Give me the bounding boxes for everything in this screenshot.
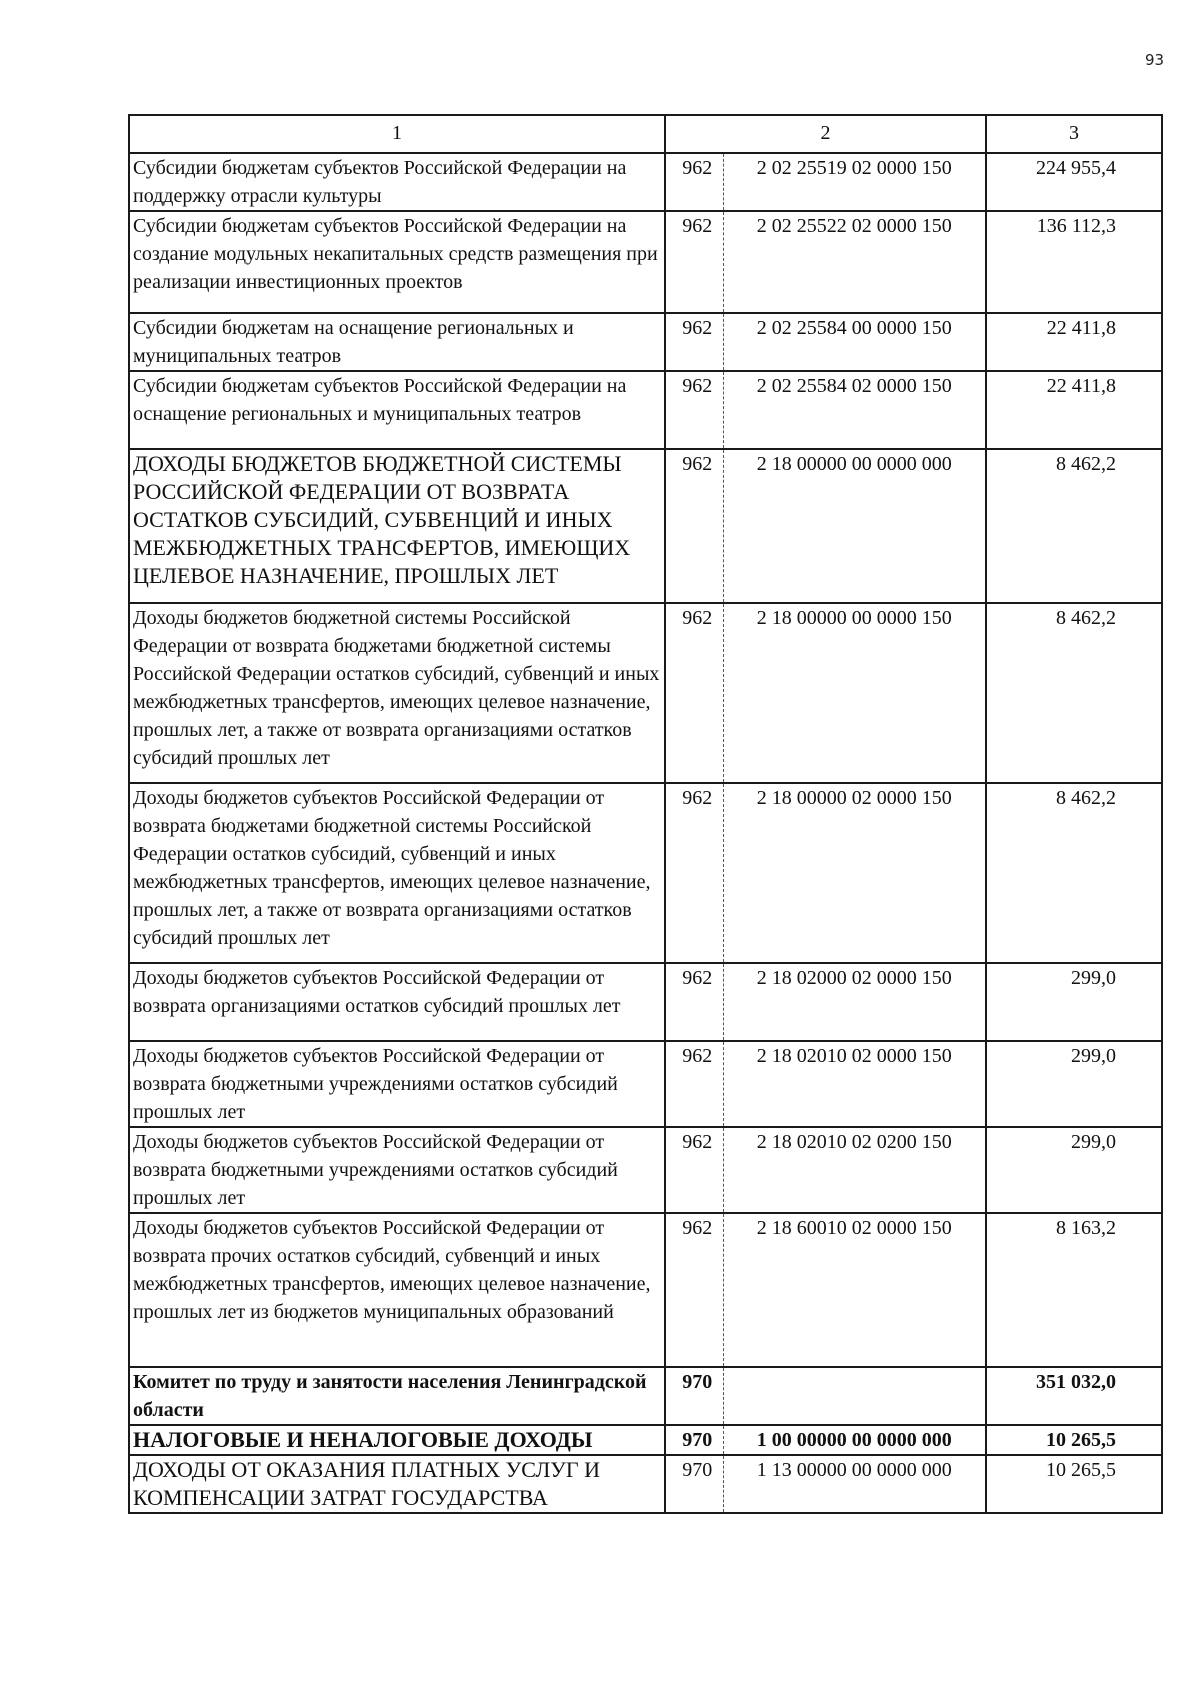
table-row bbox=[129, 1367, 1162, 1425]
row-admin-code: 970 bbox=[665, 1455, 723, 1513]
row-amount: 299,0 bbox=[986, 1127, 1162, 1213]
row-classification-code: 2 18 60010 02 0000 150 bbox=[723, 1213, 986, 1367]
row-name: Доходы бюджетов субъектов Российской Федерации от возврата организациями остатков субсидий прошлых лет bbox=[129, 963, 665, 1041]
row-amount: 8 163,2 bbox=[986, 1213, 1162, 1367]
row-amount: 299,0 bbox=[986, 963, 1162, 1041]
table-row bbox=[129, 1213, 1162, 1367]
row-name: Доходы бюджетов субъектов Российской Федерации от возврата бюджетами бюджетной системы Российской Федерации остатков субсидий, субвенций и иных межбюджетных трансфертов, имеющих целевое назначение, прошлых лет, а также от возврата организациями остатков субсидий прошлых лет bbox=[129, 783, 665, 963]
row-classification-code bbox=[723, 1367, 986, 1425]
column-header-2: 2 bbox=[665, 115, 986, 153]
row-amount: 224 955,4 bbox=[986, 153, 1162, 211]
row-admin-code: 970 bbox=[665, 1367, 723, 1425]
table-row bbox=[129, 1127, 1162, 1213]
row-classification-code: 2 18 02000 02 0000 150 bbox=[723, 963, 986, 1041]
column-header-1: 1 bbox=[129, 115, 665, 153]
row-classification-code: 2 02 25522 02 0000 150 bbox=[723, 211, 986, 313]
table-row bbox=[129, 211, 1162, 313]
table-row bbox=[129, 603, 1162, 783]
row-admin-code: 962 bbox=[665, 783, 723, 963]
row-amount: 10 265,5 bbox=[986, 1425, 1162, 1455]
table-row bbox=[129, 1425, 1162, 1455]
table-row bbox=[129, 1041, 1162, 1127]
row-classification-code: 2 02 25584 02 0000 150 bbox=[723, 371, 986, 449]
row-amount: 22 411,8 bbox=[986, 313, 1162, 371]
row-name: Субсидии бюджетам субъектов Российской Федерации на поддержку отрасли культуры bbox=[129, 153, 665, 211]
column-header-3: 3 bbox=[986, 115, 1162, 153]
row-amount: 8 462,2 bbox=[986, 603, 1162, 783]
row-admin-code: 970 bbox=[665, 1425, 723, 1455]
row-name: Субсидии бюджетам субъектов Российской Федерации на оснащение региональных и муниципальных театров bbox=[129, 371, 665, 449]
row-classification-code: 2 02 25519 02 0000 150 bbox=[723, 153, 986, 211]
row-amount: 299,0 bbox=[986, 1041, 1162, 1127]
row-amount: 10 265,5 bbox=[986, 1455, 1162, 1513]
row-classification-code: 1 13 00000 00 0000 000 bbox=[723, 1455, 986, 1513]
row-amount: 351 032,0 bbox=[986, 1367, 1162, 1425]
row-amount: 8 462,2 bbox=[986, 449, 1162, 603]
row-amount: 136 112,3 bbox=[986, 211, 1162, 313]
row-admin-code: 962 bbox=[665, 153, 723, 211]
row-classification-code: 2 18 00000 02 0000 150 bbox=[723, 783, 986, 963]
row-name: ДОХОДЫ БЮДЖЕТОВ БЮДЖЕТНОЙ СИСТЕМЫ РОССИЙСКОЙ ФЕДЕРАЦИИ ОТ ВОЗВРАТА ОСТАТКОВ СУБСИДИЙ, СУБВЕНЦИЙ И ИНЫХ МЕЖБЮДЖЕТНЫХ ТРАНСФЕРТОВ, ИМЕЮЩИХ ЦЕЛЕВОЕ НАЗНАЧЕНИЕ, ПРОШЛЫХ ЛЕТ bbox=[129, 449, 665, 603]
row-admin-code: 962 bbox=[665, 371, 723, 449]
row-name: НАЛОГОВЫЕ И НЕНАЛОГОВЫЕ ДОХОДЫ bbox=[129, 1425, 665, 1455]
row-amount: 22 411,8 bbox=[986, 371, 1162, 449]
row-classification-code: 2 18 00000 00 0000 000 bbox=[723, 449, 986, 603]
row-admin-code: 962 bbox=[665, 963, 723, 1041]
table-header-row bbox=[129, 115, 1162, 153]
table-row bbox=[129, 449, 1162, 603]
row-name: Субсидии бюджетам на оснащение региональных и муниципальных театров bbox=[129, 313, 665, 371]
revenue-table bbox=[128, 114, 1163, 1514]
row-admin-code: 962 bbox=[665, 1213, 723, 1367]
row-admin-code: 962 bbox=[665, 449, 723, 603]
row-classification-code: 2 18 02010 02 0200 150 bbox=[723, 1127, 986, 1213]
row-classification-code: 1 00 00000 00 0000 000 bbox=[723, 1425, 986, 1455]
row-name: Доходы бюджетов субъектов Российской Федерации от возврата бюджетными учреждениями остатков субсидий прошлых лет bbox=[129, 1041, 665, 1127]
table-row bbox=[129, 1455, 1162, 1513]
table-row bbox=[129, 313, 1162, 371]
row-classification-code: 2 18 00000 00 0000 150 bbox=[723, 603, 986, 783]
row-admin-code: 962 bbox=[665, 211, 723, 313]
row-classification-code: 2 02 25584 00 0000 150 bbox=[723, 313, 986, 371]
row-classification-code: 2 18 02010 02 0000 150 bbox=[723, 1041, 986, 1127]
row-name: Доходы бюджетов субъектов Российской Федерации от возврата прочих остатков субсидий, субвенций и иных межбюджетных трансфертов, имеющих целевое назначение, прошлых лет из бюджетов муниципальных образований bbox=[129, 1213, 665, 1367]
row-name: Доходы бюджетов бюджетной системы Российской Федерации от возврата бюджетами бюджетной системы Российской Федерации остатков субсидий, субвенций и иных межбюджетных трансфертов, имеющих целевое назначение, прошлых лет, а также от возврата организациями остатков субсидий прошлых лет bbox=[129, 603, 665, 783]
page-number: 93 bbox=[1145, 51, 1165, 69]
row-name: Доходы бюджетов субъектов Российской Федерации от возврата бюджетными учреждениями остатков субсидий прошлых лет bbox=[129, 1127, 665, 1213]
row-name: ДОХОДЫ ОТ ОКАЗАНИЯ ПЛАТНЫХ УСЛУГ И КОМПЕНСАЦИИ ЗАТРАТ ГОСУДАРСТВА bbox=[129, 1455, 665, 1513]
row-admin-code: 962 bbox=[665, 1127, 723, 1213]
table-row bbox=[129, 371, 1162, 449]
row-admin-code: 962 bbox=[665, 603, 723, 783]
row-admin-code: 962 bbox=[665, 1041, 723, 1127]
row-name: Субсидии бюджетам субъектов Российской Федерации на создание модульных некапитальных средств размещения при реализации инвестиционных проектов bbox=[129, 211, 665, 313]
row-admin-code: 962 bbox=[665, 313, 723, 371]
row-amount: 8 462,2 bbox=[986, 783, 1162, 963]
row-name: Комитет по труду и занятости населения Ленинградской области bbox=[129, 1367, 665, 1425]
table-row bbox=[129, 963, 1162, 1041]
table-row bbox=[129, 783, 1162, 963]
table-row bbox=[129, 153, 1162, 211]
revenue-table-body bbox=[129, 115, 1162, 1513]
